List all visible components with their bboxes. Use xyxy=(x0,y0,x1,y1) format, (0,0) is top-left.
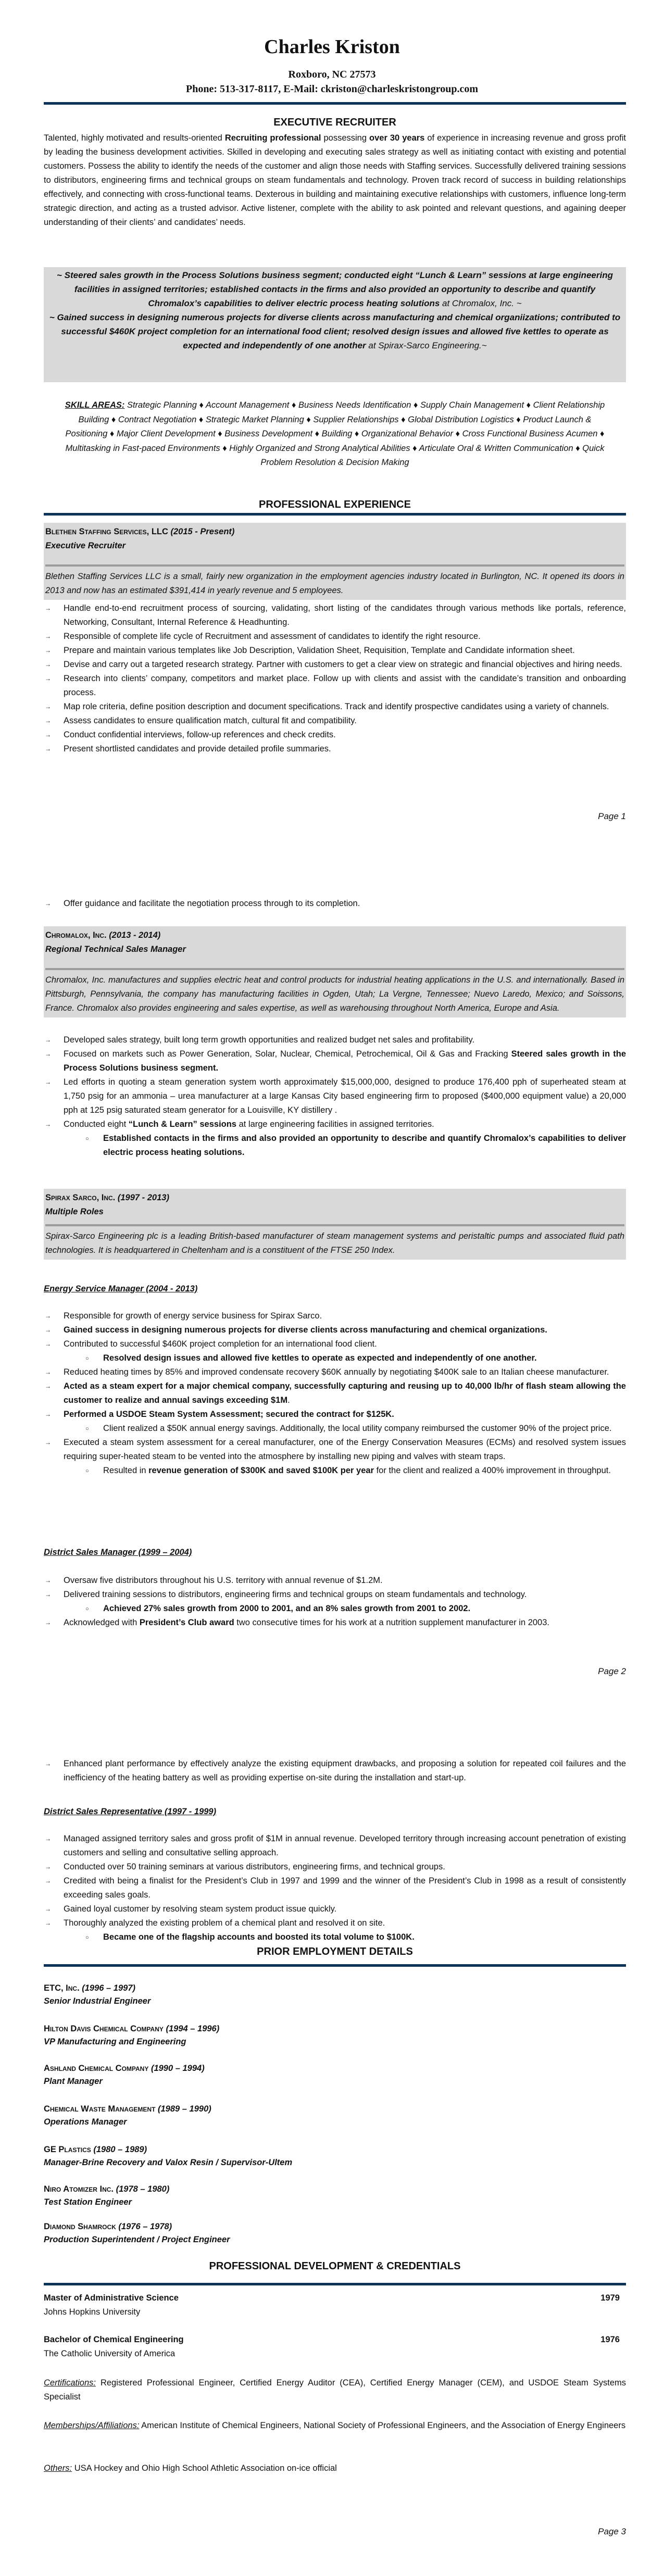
prior-job xyxy=(44,2143,626,2183)
arrow-bullet-icon: → xyxy=(45,1312,51,1320)
skill-areas-label: SKILL AREAS: xyxy=(65,400,125,410)
highlight-bold: ~ Steered sales growth in the Process Solutions business segment; conducted eight “Lunch & Learn” sessions at large engineering facilities in assigned territories; established contacts in the firms and also provided an opportunity to describe and quantify Chromalox’s capabilities to deliver electric process heating solutions xyxy=(57,270,613,308)
arrow-bullet-icon: → xyxy=(45,1340,51,1348)
job-title: Manager-Brine Recovery and Valox Resin / Supervisor-Ultem xyxy=(44,2158,293,2167)
page-number: Page 1 xyxy=(598,811,626,821)
arrow-bullet-icon: → xyxy=(45,1383,51,1390)
job-title: Multiple Roles xyxy=(45,1207,104,1216)
company-label: Diamond Shamrock xyxy=(44,2222,116,2231)
list-item-bold: “Lunch & Learn” sessions xyxy=(128,1120,236,1129)
sub-list-item xyxy=(64,1930,626,1944)
arrow-bullet-icon: → xyxy=(45,703,51,710)
sub-list-item-text: Established contacts in the firms and also provided an opportunity to describe and quantify Chromalox’s capabilities to deliver electric process heating solutions. xyxy=(103,1134,626,1157)
company-name xyxy=(44,2220,626,2233)
arrow-bullet-icon: → xyxy=(45,1121,51,1128)
list-item-text: Conducted over 50 training seminars at various distributors, engineering firms, and technical groups. xyxy=(64,1862,445,1871)
arrow-bullet-icon: → xyxy=(45,1591,51,1598)
arrow-bullet-icon: → xyxy=(45,1050,51,1058)
job-title: Production Superintendent / Project Engineer xyxy=(44,2235,230,2244)
list-item xyxy=(44,1309,626,1323)
company-label: GE Plastics xyxy=(44,2145,91,2154)
list-item-text: Conducted eight xyxy=(64,1120,129,1129)
list-item-bold: President’s Club award xyxy=(139,1618,234,1627)
list-item xyxy=(44,1379,626,1408)
list-item xyxy=(44,1916,626,1944)
arrow-bullet-icon: → xyxy=(45,605,51,612)
sub-list-item-bold: revenue generation of $300K and saved $100K per year xyxy=(148,1466,374,1475)
job-header-spirax xyxy=(44,1189,626,1260)
list-item-text: Acknowledged with xyxy=(64,1618,140,1627)
list-item-text: Credited with being a finalist for the President’s Club in 1997 and 1999 and the winner of the President’s Club in 1998 as a result of consistently exceeding sales goals. xyxy=(64,1876,626,1900)
candidate-contact: Phone: 513-317-8117, E-Mail: ckriston@charleskristongroup.com xyxy=(186,83,478,95)
company-label: Chromalox, Inc. xyxy=(45,931,107,940)
subrole-title: District Sales Representative (1997 - 1999) xyxy=(44,1807,217,1816)
company-description: Spirax-Sarco Engineering plc is a leading British-based manufacturer of steam management systems and peristaltic pumps and associated fluid path technologies. It is headquartered in Cheltenham and is a constituent of the FTSE 250 Index. xyxy=(45,1232,624,1255)
job-dates: (1980 – 1989) xyxy=(93,2145,147,2154)
job-dates: (1978 – 1980) xyxy=(116,2184,170,2194)
header-divider xyxy=(44,102,626,105)
list-item xyxy=(44,897,626,911)
sub-list-item-text: Achieved 27% sales growth from 2000 to 2001, and an 8% sales growth from 2001 to 2002. xyxy=(103,1604,471,1613)
blethen-duties xyxy=(44,601,626,756)
page-number: Page 2 xyxy=(598,1666,626,1676)
degree-row xyxy=(44,2333,626,2347)
candidate-name: Charles Kriston xyxy=(264,36,400,58)
sub-list-item-text: for the client and realized a 400% improvement in throughput. xyxy=(374,1466,611,1475)
job-title: Plant Manager xyxy=(44,2077,103,2086)
list-item xyxy=(44,1902,626,1916)
highlight-item xyxy=(47,268,623,310)
experience-divider xyxy=(44,513,626,516)
list-item xyxy=(44,630,626,644)
subrole-district-sales-manager xyxy=(44,1545,626,1560)
list-item xyxy=(44,1033,626,1047)
arrow-bullet-icon: → xyxy=(45,1919,51,1927)
summary-text: Talented, highly motivated and results-oriented xyxy=(44,133,225,143)
list-item xyxy=(44,1874,626,1902)
circle-bullet-icon: ○ xyxy=(85,1355,89,1362)
list-item xyxy=(44,1075,626,1117)
company-description: Chromalox, Inc. manufactures and supplies electric heat and control products for industrial heating applications in the U.S. and internationally. Based in Pittsburgh, Pennsylvania, the company has manufacturing facilities in Ogden, Utah; La Vergne, Tennessee; Nuevo Laredo, Mexico; and Soissons, France. Chromalox also provides engineering and sales expertise, as well as warehousing throughout North America, Europe and Asia. xyxy=(45,975,624,1013)
list-item xyxy=(44,644,626,658)
sub-list-item xyxy=(64,1422,626,1436)
arrow-bullet-icon: → xyxy=(45,661,51,668)
sub-list-item-text: Became one of the flagship accounts and boosted its total volume to $100K. xyxy=(103,1932,415,1942)
list-item xyxy=(44,1574,626,1588)
arrow-bullet-icon: → xyxy=(45,1760,51,1767)
list-item-text: Handle end-to-end recruitment process of sourcing, validating, short listing of the candidates through various methods like portals, reference, Networking, Consultant, Internal Reference & Headhunting. xyxy=(64,604,626,627)
list-item-text: Led efforts in quoting a steam generation system worth approximately $15,000,000, designed to produce 176,400 pph of superheated steam at 1,750 psig for an ammonia – urea manufacturer at a large Kansas City based engineering firm to proposed ($400,000 equipment value) a 20,000 pph at 125 psig saturated steam generator for a Louisville, KY distillery . xyxy=(64,1077,626,1115)
company-name xyxy=(44,2143,626,2156)
job-title: Regional Technical Sales Manager xyxy=(45,945,186,954)
list-item-bold: Gained success in designing numerous projects for diverse clients across manufacturing and chemical organizations. xyxy=(64,1325,547,1335)
list-item xyxy=(44,1117,626,1160)
subrole-energy-service-manager xyxy=(44,1282,626,1296)
arrow-bullet-icon: → xyxy=(45,633,51,640)
degree-entry xyxy=(44,2291,626,2333)
list-item xyxy=(44,1832,626,1860)
company-name xyxy=(44,2022,626,2035)
list-item xyxy=(44,601,626,630)
list-item xyxy=(44,1588,626,1616)
arrow-bullet-icon: → xyxy=(45,1439,51,1446)
certifications-label: Certifications: xyxy=(44,2378,96,2387)
company-name xyxy=(45,1191,624,1205)
others xyxy=(44,2461,626,2476)
list-item-text: Executed a steam system assessment for a cereal manufacturer, one of the Energy Conservation Measures (ECMs) and resolved system issues requiring super-heated steam to be vented into the atmosphere by installing new piping and valves with steam traps. xyxy=(64,1438,626,1461)
job-title: Executive Recruiter xyxy=(45,541,126,550)
arrow-bullet-icon: → xyxy=(45,1863,51,1870)
memberships-text: American Institute of Chemical Engineers, National Society of Professional Engineers, and the Association of Energy Engineers xyxy=(139,2421,626,2430)
job-dates: (2013 - 2014) xyxy=(109,931,161,940)
career-highlights-box xyxy=(44,267,626,382)
credentials-divider xyxy=(44,2283,626,2285)
circle-bullet-icon: ○ xyxy=(85,1426,89,1432)
summary-highlight: over 30 years xyxy=(369,133,425,143)
credentials-title: PROFESSIONAL DEVELOPMENT & CREDENTIALS xyxy=(209,2260,461,2272)
list-item xyxy=(44,658,626,672)
highlight-normal: at Spirax-Sarco Engineering.~ xyxy=(366,341,487,350)
highlight-normal: at Chromalox, Inc. ~ xyxy=(442,298,522,308)
sub-list xyxy=(64,1422,626,1436)
list-item xyxy=(44,700,626,714)
arrow-bullet-icon: → xyxy=(45,1619,51,1626)
degree-name: Bachelor of Chemical Engineering xyxy=(44,2335,184,2344)
list-item-text: Focused on markets such as Power Generation, Solar, Nuclear, Chemical, Petrochemical, Oil & Gas and Fracking xyxy=(64,1049,511,1059)
sub-list-item xyxy=(64,1602,626,1616)
subrole-district-sales-representative xyxy=(44,1805,626,1819)
company-label: Spirax Sarco, Inc. xyxy=(45,1193,116,1202)
list-item-text: Managed assigned territory sales and gross profit of $1M in annual revenue. Developed territory through increasing account penetration of existing customers and selling and consultative selling approach. xyxy=(64,1834,626,1857)
list-item-text: Prepare and maintain various templates like Job Description, Validation Sheet, Requisition, Template and Candidate information sheet. xyxy=(64,646,575,655)
sub-list-item xyxy=(64,1464,626,1478)
list-item xyxy=(44,1757,626,1785)
sub-list-item-text: Resolved design issues and allowed five kettles to operate as expected and independently of one another. xyxy=(103,1353,537,1363)
summary-paragraph xyxy=(44,131,626,230)
arrow-bullet-icon: → xyxy=(45,1368,51,1376)
prior-job xyxy=(44,1982,626,2022)
list-item-text: two consecutive times for his work at a nutrition supplement manufacturer in 2003. xyxy=(234,1618,549,1627)
company-name xyxy=(45,928,624,943)
job-title: Senior Industrial Engineer xyxy=(44,1996,151,2006)
experience-title: PROFESSIONAL EXPERIENCE xyxy=(259,499,411,510)
arrow-bullet-icon: → xyxy=(45,1036,51,1044)
list-item-text: Present shortlisted candidates and provide detailed profile summaries. xyxy=(64,744,331,753)
list-item-text: Responsible for growth of energy service business for Spirax Sarco. xyxy=(64,1311,322,1321)
list-item xyxy=(44,1323,626,1337)
list-item-text: Map role criteria, define position description and document specifications. Track and identify prospective candidates using a variety of channels. xyxy=(64,702,609,711)
company-description: Blethen Staffing Services LLC is a small, fairly new organization in the employment agencies industry located in Burlington, NC. It opened its doors in 2013 and now has an estimated $391,414 in yearly revenue and 5 employees. xyxy=(45,572,624,595)
prior-job xyxy=(44,2022,626,2062)
skill-areas xyxy=(44,398,626,470)
degree-entry xyxy=(44,2333,626,2376)
certifications xyxy=(44,2376,626,2404)
subrole-title: Energy Service Manager (2004 - 2013) xyxy=(44,1284,198,1293)
chromalox-duties xyxy=(44,1033,626,1160)
page-number: Page 3 xyxy=(598,2527,626,2536)
list-item-text: Offer guidance and facilitate the negotiation process through to its completion. xyxy=(64,899,360,908)
company-name xyxy=(44,2183,626,2195)
list-item xyxy=(44,1860,626,1874)
list-item-text: Gained loyal customer by resolving steam system product issue quickly. xyxy=(64,1904,337,1914)
arrow-bullet-icon: → xyxy=(45,1835,51,1842)
company-name xyxy=(44,1982,626,1994)
list-item-bold: Acted as a steam expert for a major chemical company, successfully capturing and reusing up to 40,000 lb/hr of flash steam allowing the customer to realize and annual savings exceeding $1M xyxy=(64,1381,626,1405)
prior-employment-divider xyxy=(44,1964,626,1967)
dsm-duties-cont xyxy=(44,1757,626,1785)
list-item xyxy=(44,1365,626,1379)
dsm-duties xyxy=(44,1574,626,1630)
job-dates: (1997 - 2013) xyxy=(117,1193,169,1202)
others-label: Others: xyxy=(44,2464,72,2473)
job-header-blethen xyxy=(44,523,626,600)
list-item-text: Contributed to successful $460K project completion for an international food client. xyxy=(64,1339,377,1349)
list-item-text: Reduced heating times by 85% and improved condensate recovery $60K annually by negotiating $400K sale to an Italian cheese manufacturer. xyxy=(64,1367,609,1377)
list-item-bold: Performed a USDOE Steam System Assessment; secured the contract for $125K. xyxy=(64,1410,394,1419)
arrow-bullet-icon: → xyxy=(45,1905,51,1913)
arrow-bullet-icon: → xyxy=(45,745,51,752)
arrow-bullet-icon: → xyxy=(45,900,51,907)
list-item xyxy=(44,1408,626,1436)
arrow-bullet-icon: → xyxy=(45,1326,51,1334)
esm-duties xyxy=(44,1309,626,1478)
school-name: The Catholic University of America xyxy=(44,2349,176,2358)
sub-list xyxy=(64,1930,626,1944)
job-dates: (1996 – 1997) xyxy=(82,1983,136,1993)
memberships xyxy=(44,2419,626,2433)
company-label: Hilton Davis Chemical Company xyxy=(44,2024,164,2033)
job-title: Operations Manager xyxy=(44,2117,127,2127)
prior-job xyxy=(44,2103,626,2143)
sub-list-item-text: Resulted in xyxy=(103,1466,149,1475)
arrow-bullet-icon: → xyxy=(45,717,51,724)
certifications-text: Registered Professional Engineer, Certified Energy Auditor (CEA), Certified Energy Manager (CEM), and USDOE Steam Systems Specialist xyxy=(44,2378,626,2402)
highlight-bold: ~ Gained success in designing numerous projects for diverse clients across manufacturing and chemical organiizations; contributed to successful $460K project completion for an international food client; resolved design issues and allowed five kettles to operate as expected and independently of one another xyxy=(49,312,621,350)
list-item-text: Developed sales strategy, built long term growth opportunities and realized budget net sales and profitability. xyxy=(64,1035,475,1045)
summary-title: EXECUTIVE RECRUITER xyxy=(273,117,396,128)
circle-bullet-icon: ○ xyxy=(85,1468,89,1474)
school-name: Johns Hopkins University xyxy=(44,2307,141,2317)
list-item xyxy=(44,742,626,756)
job-dates: (1990 – 1994) xyxy=(151,2064,205,2073)
list-item xyxy=(44,1047,626,1075)
sub-list xyxy=(64,1602,626,1616)
highlight-item xyxy=(47,310,623,353)
company-label: Blethen Staffing Services, LLC xyxy=(45,527,168,536)
list-item xyxy=(44,728,626,742)
job-header-chromalox xyxy=(44,926,626,1017)
others-text: USA Hockey and Ohio High School Athletic Association on-ice official xyxy=(72,2464,337,2473)
job-dates: (2015 - Present) xyxy=(170,527,235,536)
company-label: Chemical Waste Management xyxy=(44,2104,156,2114)
list-item-text: Oversaw five distributors throughout his U.S. territory with annual revenue of $1.2M. xyxy=(64,1576,383,1585)
degree-year: 1976 xyxy=(600,2335,620,2344)
list-item-text: Assess candidates to ensure qualification match, cultural fit and compatibility. xyxy=(64,716,357,725)
company-name xyxy=(45,525,624,539)
list-item-text: . xyxy=(287,1396,290,1405)
summary-highlight: Recruiting professional xyxy=(224,133,321,143)
skill-areas-list: Strategic Planning ♦ Account Management ♦ Business Needs Identification ♦ Supply Chain Management ♦ Client Relationship Building ♦ Contract Negotiation ♦ Strategic Market Planning ♦ Supplier Relationships ♦ Global Distribution Logistics ♦ Product Launch & Positioning ♦ Major Client Development ♦ Business Development ♦ Building ♦ Organizational Behavior ♦ Cross Functional Business Acumen ♦ Multitasking in Fast-paced Environments ♦ Highly Organized and Strong Analytical Abilities ♦ Articulate Oral & Written Communication ♦ Quick Problem Resolution & Decision Making xyxy=(65,400,605,467)
arrow-bullet-icon: → xyxy=(45,1877,51,1884)
arrow-bullet-icon: → xyxy=(45,1411,51,1418)
arrow-bullet-icon: → xyxy=(45,1078,51,1086)
subrole-title: District Sales Manager (1999 – 2004) xyxy=(44,1548,192,1557)
candidate-address: Roxboro, NC 27573 xyxy=(288,69,376,80)
arrow-bullet-icon: → xyxy=(45,675,51,682)
degree-row xyxy=(44,2291,626,2305)
job-dates: (1976 – 1978) xyxy=(118,2222,172,2231)
job-title: Test Station Engineer xyxy=(44,2197,132,2207)
list-item xyxy=(44,1337,626,1365)
company-label: Ashland Chemical Company xyxy=(44,2064,149,2073)
sub-list-item xyxy=(64,1351,626,1365)
company-name xyxy=(44,2103,626,2115)
education-list xyxy=(44,2291,626,2376)
sub-list-item xyxy=(64,1132,626,1160)
prior-job xyxy=(44,2183,626,2220)
summary-text: possessing xyxy=(321,133,370,143)
prior-employment-list xyxy=(44,1982,626,2258)
memberships-label: Memberships/Affiliations: xyxy=(44,2421,140,2430)
list-item-text: Thoroughly analyzed the existing problem of a chemical plant and resolved it on site. xyxy=(64,1918,385,1928)
list-item-text: Devise and carry out a targeted research strategy. Partner with customers to get a clear view on strategic and financial objectives and hiring needs. xyxy=(64,660,622,669)
sub-list-item-text: Client realized a $50K annual energy savings. Additionally, the local utility company reimbursed the customer 90% of the project price. xyxy=(103,1424,612,1433)
job-dates: (1989 – 1990) xyxy=(158,2104,211,2114)
arrow-bullet-icon: → xyxy=(45,1577,51,1584)
sub-list xyxy=(64,1464,626,1478)
list-item xyxy=(44,714,626,728)
summary-text: of experience in increasing revenue and gross profit by leading the business development activities. Skilled in developing and executing sales strategy as well as initiating contact with existing and potential customers. Possess the ability to identify the needs of the customer and align those needs with Staffing services. Successfully delivered training sessions to distributors, engineering firms and technical groups on steam fundamentals and technology. Proven track record of success in building relationships effectively, and connecting with cross-functional teams. Dexterous in building and maintaining executive relationships with customers, influence long-term strategic direction, and acting as a trusted advisor. Active listener, complete with the ability to ask pointed and relevant questions, and againing deeper understanding of their clients’ and candidates’ needs. xyxy=(44,133,626,227)
prior-job xyxy=(44,2062,626,2103)
list-item-text: Research into clients’ company, competitors and market place. Follow up with clients and assist with the candidate’s transition and onboarding process. xyxy=(64,674,626,697)
sub-list xyxy=(64,1351,626,1365)
arrow-bullet-icon: → xyxy=(45,647,51,654)
prior-job xyxy=(44,2220,626,2258)
prior-employment-title: PRIOR EMPLOYMENT DETAILS xyxy=(257,1946,413,1957)
dsr-duties xyxy=(44,1832,626,1944)
company-label: ETC, Inc. xyxy=(44,1983,80,1993)
job-dates: (1994 – 1996) xyxy=(166,2024,220,2033)
arrow-bullet-icon: → xyxy=(45,731,51,738)
list-item xyxy=(44,1436,626,1478)
list-item-text: at large engineering facilities in assigned territories. xyxy=(236,1120,434,1129)
degree-year: 1979 xyxy=(600,2293,620,2303)
list-item-text: Delivered training sessions to distributors, engineering firms and technical groups on steam fundamentals and technology. xyxy=(64,1590,527,1599)
circle-bullet-icon: ○ xyxy=(85,1606,89,1612)
company-label: Niro Atomizer Inc. xyxy=(44,2184,114,2194)
sub-list xyxy=(64,1132,626,1160)
list-item-text: Enhanced plant performance by effectively analyze the existing equipment drawbacks, and proposing a solution for repeated coil failures and the inefficiency of the heating battery as well as providing expertise on-site during the installation and start-up. xyxy=(64,1759,626,1782)
circle-bullet-icon: ○ xyxy=(85,1934,89,1941)
circle-bullet-icon: ○ xyxy=(85,1136,89,1142)
list-item-text: Responsible of complete life cycle of Recruitment and assessment of candidates to identify the right resource. xyxy=(64,632,481,641)
list-item xyxy=(44,1616,626,1630)
blethen-duties-cont xyxy=(44,897,626,911)
list-item-bold: Steered sales growth in the Process Solutions business segment. xyxy=(64,1049,626,1073)
company-name xyxy=(44,2062,626,2075)
list-item-text: Conduct confidential interviews, follow-up references and check credits. xyxy=(64,730,336,739)
list-item xyxy=(44,672,626,700)
degree-name: Master of Administrative Science xyxy=(44,2293,179,2303)
job-title: VP Manufacturing and Engineering xyxy=(44,2037,186,2046)
